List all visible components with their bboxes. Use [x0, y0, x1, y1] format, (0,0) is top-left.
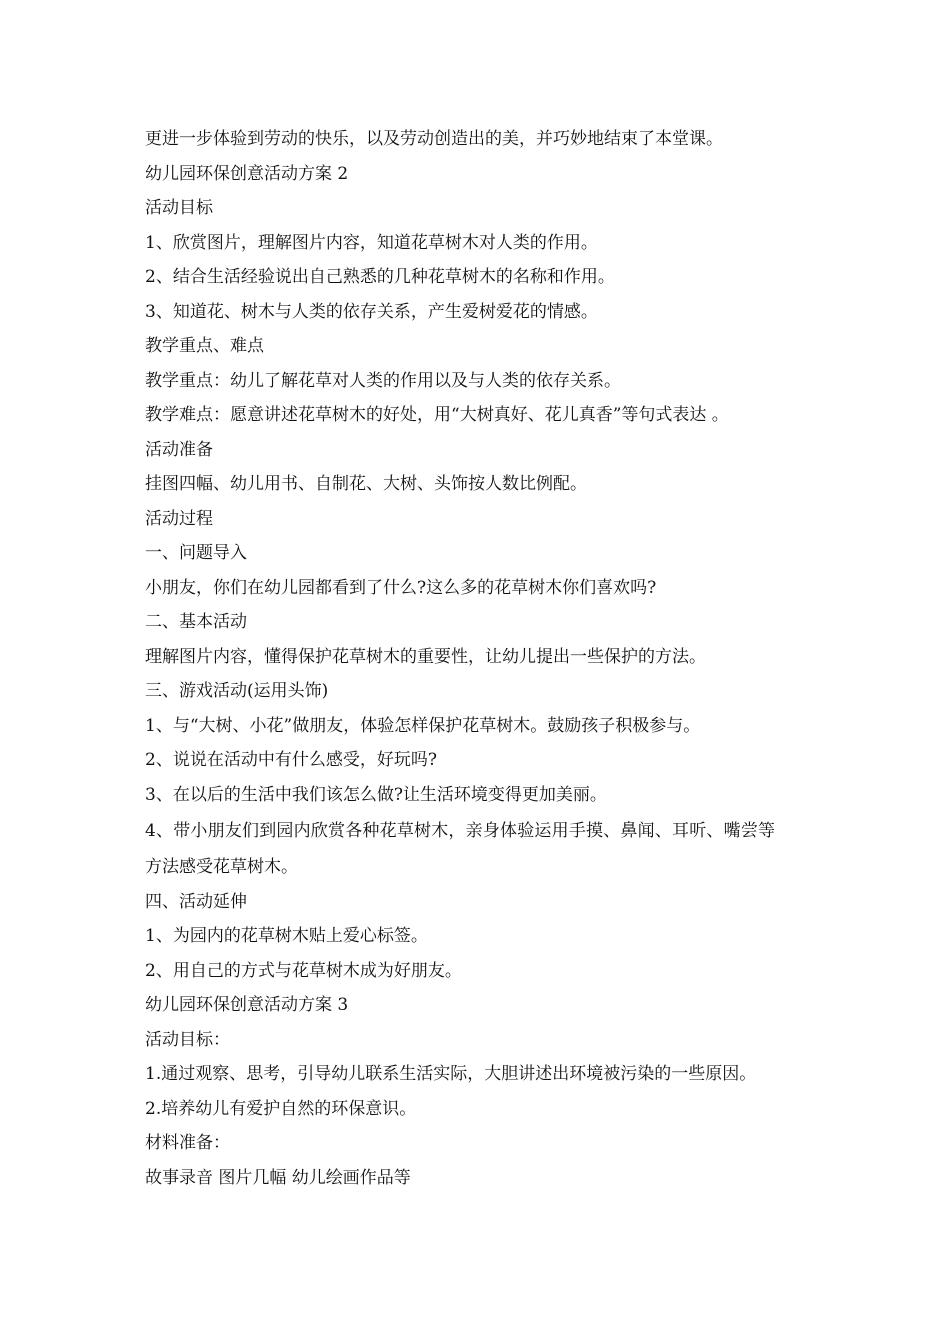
paragraph-line: 挂图四幅、幼儿用书、自制花、大树、头饰按人数比例配。 [145, 474, 587, 494]
heading-line: 四、活动延伸 [145, 891, 247, 912]
paragraph-line: 更进一步体验到劳动的快乐，以及劳动创造出的美，并巧妙地结束了本堂课。 [145, 129, 723, 149]
paragraph-line: 2、说说在活动中有什么感受，好玩吗? [145, 750, 437, 770]
section-title: 幼儿园环保创意活动方案 3 [145, 995, 349, 1015]
paragraph-line: 1.通过观察、思考，引导幼儿联系生活实际，大胆讲述出环境被污染的一些原因。 [145, 1064, 757, 1084]
paragraph-line: 3、知道花、树木与人类的依存关系，产生爱树爱花的情感。 [145, 301, 598, 322]
paragraph-line: 教学重点：幼儿了解花草对人类的作用以及与人类的依存关系。 [145, 370, 621, 391]
paragraph-line: 4、带小朋友们到园内欣赏各种花草树木，亲身体验运用手摸、鼻闻、耳听、嘴尝等 [145, 821, 776, 841]
heading-line: 活动目标 [145, 198, 213, 218]
paragraph-line: 1、与“大树、小花”做朋友，体验怎样保护花草树木。鼓励孩子积极参与。 [145, 715, 701, 736]
paragraph-line: 教学难点：愿意讲述花草树木的好处，用“大树真好、花儿真香”等句式表达 。 [145, 405, 729, 425]
section-title: 幼儿园环保创意活动方案 2 [145, 163, 349, 184]
heading-line: 二、基本活动 [145, 612, 247, 632]
paragraph-line: 1、欣赏图片，理解图片内容，知道花草树木对人类的作用。 [145, 232, 598, 253]
paragraph-line: 故事录音 图片几幅 幼儿绘画作品等 [145, 1167, 411, 1188]
heading-line: 材料准备： [145, 1133, 230, 1153]
heading-line: 三、游戏活动(运用头饰) [145, 681, 329, 701]
paragraph-line: 2、用自己的方式与花草树木成为好朋友。 [145, 960, 462, 981]
paragraph-line: 2.培养幼儿有爱护自然的环保意识。 [145, 1098, 417, 1119]
paragraph-line: 2、结合生活经验说出自己熟悉的几种花草树木的名称和作用。 [145, 267, 615, 287]
paragraph-line: 3、在以后的生活中我们该怎么做?让生活环境变得更加美丽。 [145, 784, 607, 805]
paragraph-line: 小朋友，你们在幼儿园都看到了什么?这么多的花草树木你们喜欢吗? [145, 577, 657, 598]
heading-line: 活动准备 [145, 439, 213, 460]
paragraph-line: 理解图片内容，懂得保护花草树木的重要性，让幼儿提出一些保护的方法。 [145, 646, 706, 667]
heading-line: 活动过程 [145, 508, 213, 529]
heading-line: 一、问题导入 [145, 543, 247, 563]
heading-line: 活动目标： [145, 1029, 230, 1050]
paragraph-line: 1、为园内的花草树木贴上爱心标签。 [145, 926, 428, 946]
document-body [145, 122, 810, 1195]
paragraph-line: 方法感受花草树木。 [145, 857, 298, 877]
heading-line: 教学重点、难点 [145, 336, 264, 356]
